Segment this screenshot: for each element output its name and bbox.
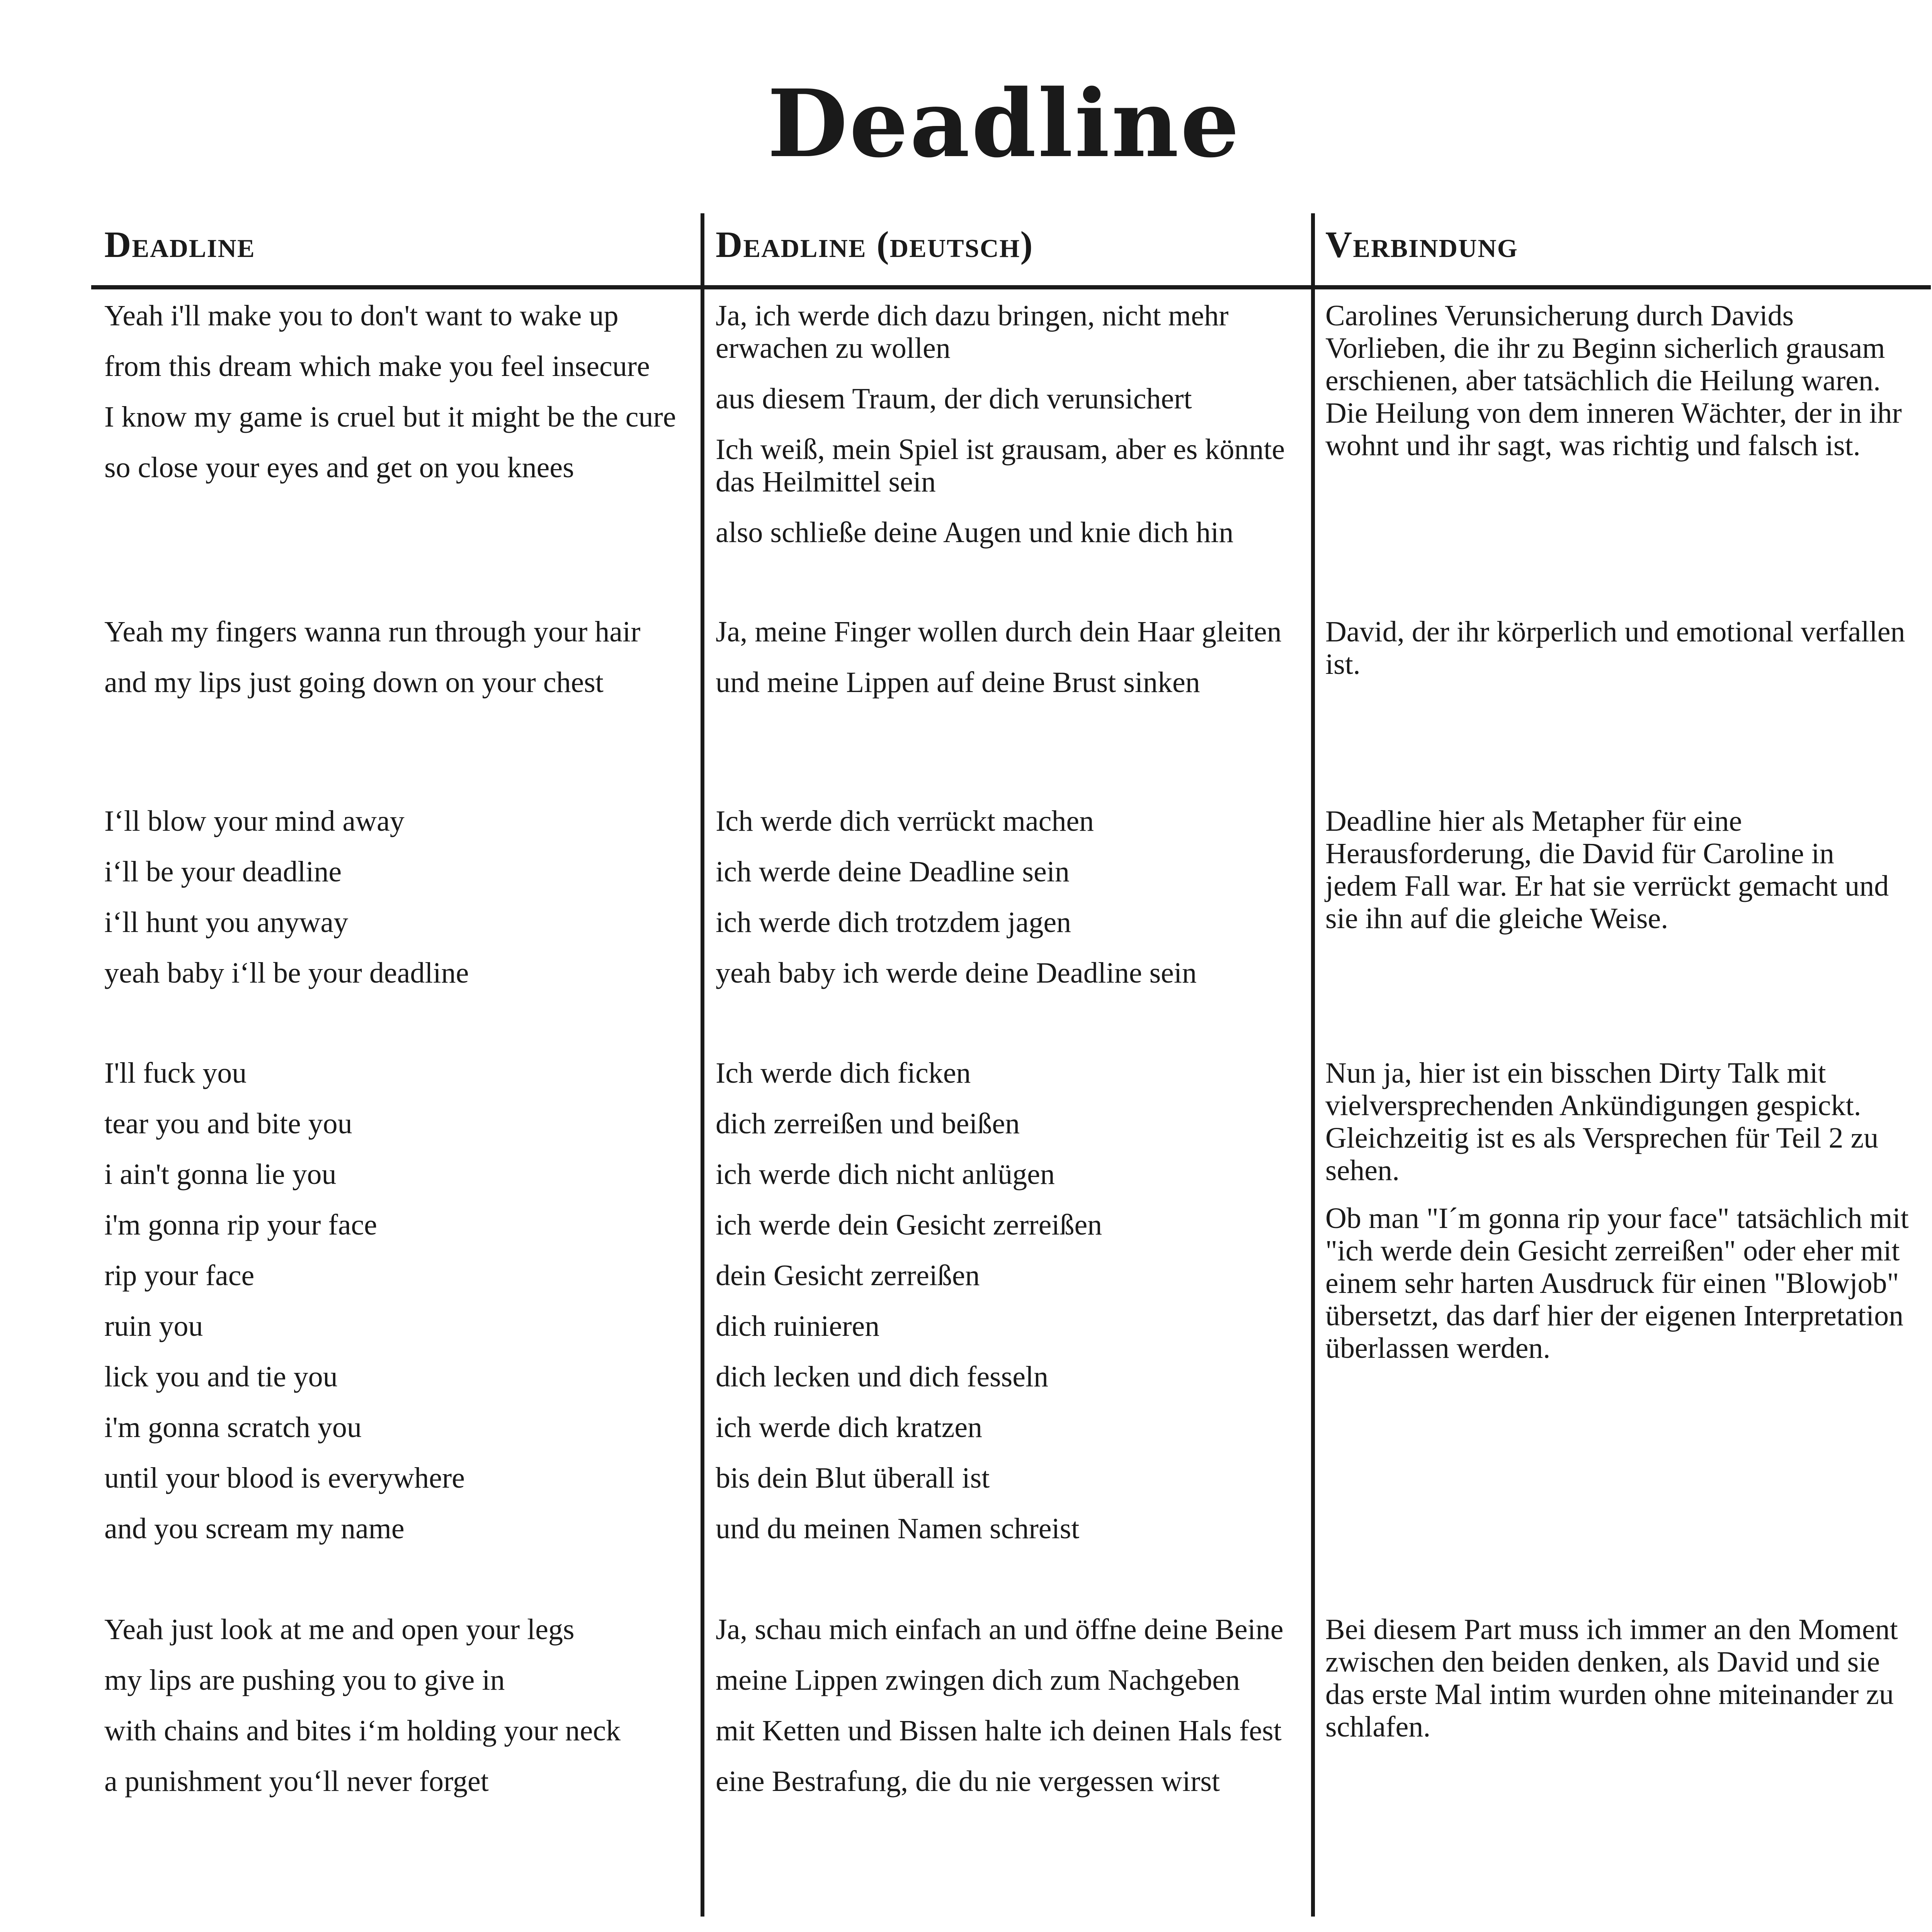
translation-line: also schließe deine Augen und knie dich hin [716,516,1234,549]
lyric-line: yeah baby i‘ll be your deadline [104,957,469,989]
section-2-note [1325,616,1913,696]
lyric-line: i'm gonna scratch you [104,1411,362,1444]
lyric-line: a punishment you‘ll never forget [104,1765,489,1798]
lyric-line: ruin you [104,1310,203,1342]
lyric-line: rip your face [104,1259,255,1292]
page-title: Deadline [767,69,1241,178]
translation-line: mit Ketten und Bissen halte ich deinen Hals fest [716,1714,1282,1747]
interpretation-note: David, der ihr körperlich und emotional verfallen ist. [1325,616,1905,680]
lyric-line: i‘ll hunt you anyway [104,906,349,939]
translation-line: Ja, ich werde dich dazu bringen, nicht mehr erwachen zu wollen [716,299,1229,364]
lyric-line: I‘ll blow your mind away [104,805,405,837]
lyric-line: I know my game is cruel but it might be the cure [104,401,676,433]
lyric-line: from this dream which make you feel insecure [104,350,650,383]
lyric-line: with chains and bites i‘m holding your neck [104,1714,621,1747]
lyric-line: Yeah i'll make you to don't want to wake up [104,299,619,332]
lyric-line: and my lips just going down on your chest [104,666,604,699]
section-2-german [716,616,1295,717]
section-4-english [104,1057,676,1563]
lyric-line: tear you and bite you [104,1107,352,1140]
translation-line: Ja, schau mich einfach an und öffne deine Beine [716,1613,1284,1646]
lyric-line: my lips are pushing you to give in [104,1664,505,1696]
column-header-english: Deadline [104,224,255,265]
interpretation-note: Nun ja, hier ist ein bisschen Dirty Talk mit vielversprechenden Ankündigungen gespickt. Gleichzeitig ist es als Versprechen für Teil 2 zu sehen. [1325,1057,1879,1187]
translation-line: aus diesem Traum, der dich verunsichert [716,383,1192,415]
translation-line: Ich werde dich verrückt machen [716,805,1094,837]
interpretation-note: Ob man "I´m gonna rip your face" tatsächlich mit "ich werde dein Gesicht zerreißen" oder eher mit einem sehr harten Ausdruck für einen "Blowjob" übersetzt, das darf hier der eigenen Interpretation überlassen werden. [1325,1202,1909,1364]
section-5-note [1325,1613,1913,1759]
lyric-line: until your blood is everywhere [104,1462,465,1494]
section-3-english [104,805,676,1007]
translation-line: und meine Lippen auf deine Brust sinken [716,666,1200,699]
translation-line: ich werde deine Deadline sein [716,855,1070,888]
lyric-line: I'll fuck you [104,1057,247,1089]
translation-line: meine Lippen zwingen dich zum Nachgeben [716,1664,1240,1696]
column-header-connection: Verbindung [1325,224,1518,265]
translation-line: bis dein Blut überall ist [716,1462,990,1494]
lyric-line: i ain't gonna lie you [104,1158,337,1190]
section-1-german [716,299,1295,567]
interpretation-note: Bei diesem Part muss ich immer an den Moment zwischen den beiden denken, als David und sie das erste Mal intim wurden ohne miteinander zu schlafen. [1325,1613,1898,1743]
interpretation-note: Deadline hier als Metapher für eine Herausforderung, die David für Caroline in jedem Fall war. Er hat sie verrückt gemacht und sie ihn auf die gleiche Weise. [1325,805,1889,935]
section-4-german [716,1057,1295,1563]
lyric-line: i‘ll be your deadline [104,855,342,888]
column-header-german: Deadline (deutsch) [716,224,1034,265]
translation-line: ich werde dich trotzdem jagen [716,906,1071,939]
lyric-line: lick you and tie you [104,1361,338,1393]
header-divider [91,285,1931,289]
translation-line: und du meinen Namen schreist [716,1512,1080,1545]
translation-line: ich werde dein Gesicht zerreißen [716,1209,1102,1241]
section-1-note [1325,299,1913,477]
section-4-note [1325,1057,1913,1380]
interpretation-note: Carolines Verunsicherung durch Davids Vorlieben, die ihr zu Beginn sicherlich grausam erschienen, aber tatsächlich die Heilung waren. Die Heilung von dem inneren Wächter, der in ihr wohnt und ihr sagt, was richtig und falsch ist. [1325,299,1902,462]
section-3-note [1325,805,1913,950]
lyric-line: Yeah just look at me and open your legs [104,1613,575,1646]
translation-line: dich ruinieren [716,1310,880,1342]
translation-line: eine Bestrafung, die du nie vergessen wirst [716,1765,1220,1798]
translation-line: ich werde dich nicht anlügen [716,1158,1055,1190]
section-1-english [104,299,676,502]
translation-line: ich werde dich kratzen [716,1411,982,1444]
translation-line: Ja, meine Finger wollen durch dein Haar gleiten [716,616,1282,648]
section-5-german [716,1613,1295,1816]
column-divider [701,213,704,1917]
section-2-english [104,616,676,717]
lyric-line: i'm gonna rip your face [104,1209,377,1241]
translation-line: dein Gesicht zerreißen [716,1259,980,1292]
column-divider [1311,213,1315,1917]
section-3-german [716,805,1295,1007]
lyric-line: and you scream my name [104,1512,405,1545]
translation-line: Ich werde dich ficken [716,1057,971,1089]
translation-line: Ich weiß, mein Spiel ist grausam, aber es könnte das Heilmittel sein [716,433,1285,498]
section-5-english [104,1613,676,1816]
translation-line: dich zerreißen und beißen [716,1107,1020,1140]
lyric-line: so close your eyes and get on you knees [104,451,574,484]
lyric-line: Yeah my fingers wanna run through your hair [104,616,641,648]
translation-line: yeah baby ich werde deine Deadline sein [716,957,1197,989]
translation-line: dich lecken und dich fesseln [716,1361,1049,1393]
